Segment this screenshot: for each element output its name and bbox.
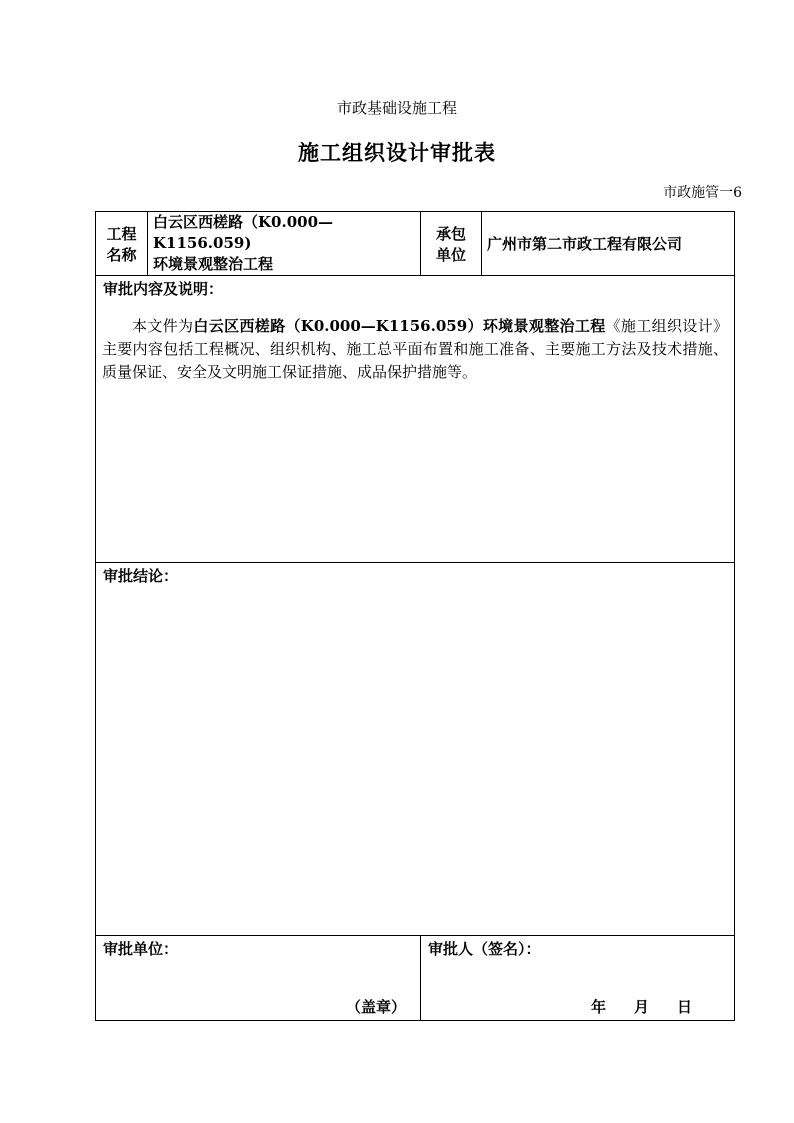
approval-unit-cell [96, 936, 421, 1021]
content-heading: 审批内容及说明： [103, 280, 224, 298]
seal-note: （盖章） [345, 998, 406, 1016]
description-project-name: 白云区西槎路（K0.000—K1156.059）环境景观整治工程 [193, 317, 606, 335]
description-document-name: 《施工组织设计》 [605, 317, 728, 335]
conclusion-row [96, 563, 735, 936]
date-day: 日 [677, 998, 693, 1016]
description-intro: 本文件为 [132, 317, 194, 335]
approval-form-table [95, 211, 735, 1021]
form-code: 市政施管一6 [663, 185, 742, 201]
approver-label: 审批人（签名）： [428, 940, 541, 958]
content-row [96, 276, 735, 563]
approval-unit-label: 审批单位： [103, 940, 179, 958]
approver-cell [421, 936, 735, 1021]
content-description [102, 315, 728, 384]
contractor-value: 广州市第二市政工程有限公司 [482, 212, 735, 276]
contractor-label: 承包 单位 [421, 212, 482, 276]
document-title: 施工组织设计审批表 [298, 140, 496, 165]
document-category: 市政基础设施工程 [336, 99, 457, 117]
project-row [96, 212, 735, 276]
conclusion-cell [96, 563, 735, 936]
signature-date [591, 996, 692, 1017]
date-year: 年 [591, 998, 607, 1016]
project-name-value: 白云区西槎路（K0.000—K1156.059) 环境景观整治工程 [148, 212, 421, 276]
description-body: 主要内容包括工程概况、组织机构、施工总平面布置和施工准备、主要施工方法及技术措施、质量保证、安全及文明施工保证措施、成品保护措施等。 [102, 340, 728, 381]
signature-row [96, 936, 735, 1021]
conclusion-heading: 审批结论： [103, 567, 179, 585]
project-name-label: 工程 名称 [96, 212, 148, 276]
content-cell [96, 276, 735, 563]
date-month: 月 [634, 998, 650, 1016]
